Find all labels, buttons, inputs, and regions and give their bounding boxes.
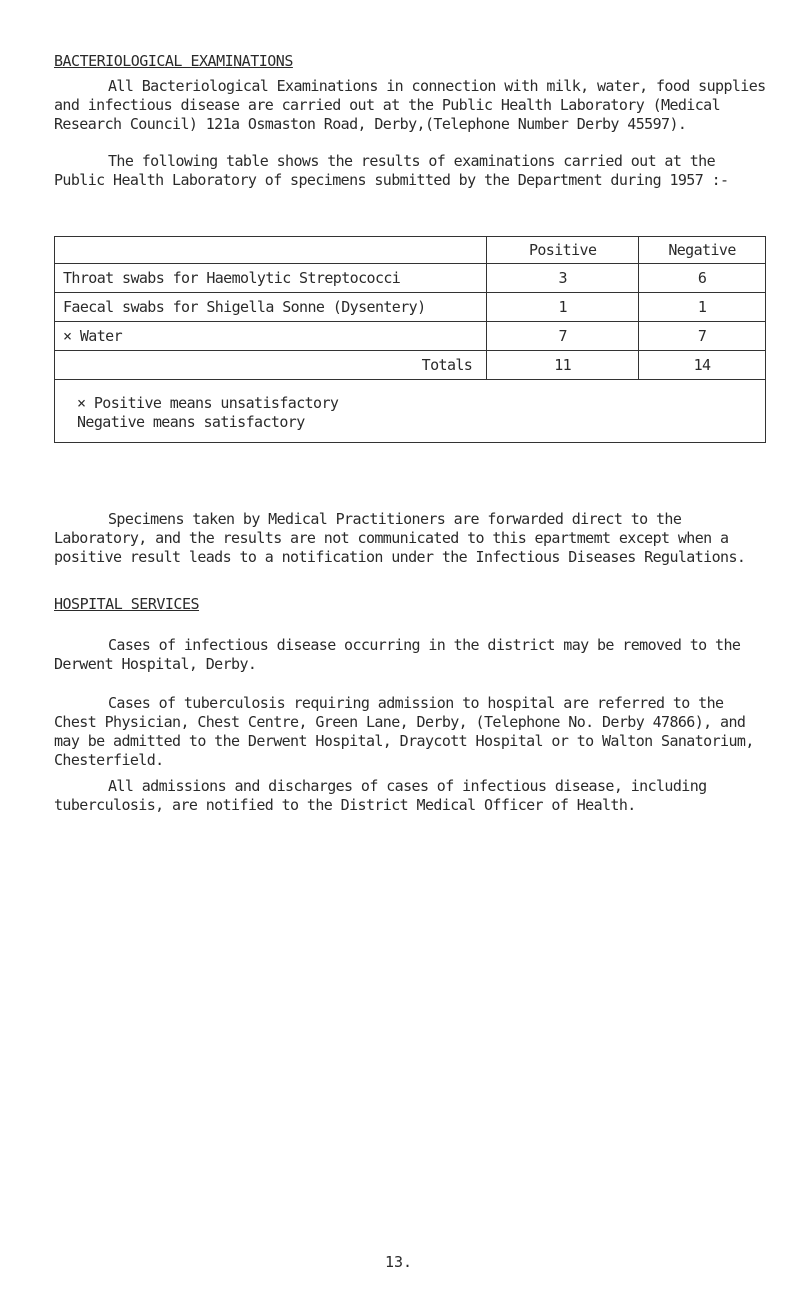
row-positive: 7 <box>487 322 639 351</box>
header-positive: Positive <box>487 237 639 264</box>
row-label: Throat swabs for Haemolytic Streptococci <box>55 264 487 293</box>
legend-row <box>55 380 766 443</box>
row-negative: 6 <box>639 264 766 293</box>
legend-positive-note: × Positive means unsatisfactory <box>77 394 339 412</box>
table-row <box>55 264 766 293</box>
row-negative: 1 <box>639 293 766 322</box>
row-positive: 3 <box>487 264 639 293</box>
legend-negative-note: Negative means satisfactory <box>77 413 305 431</box>
totals-row <box>55 351 766 380</box>
bacteriological-intro: All Bacteriological Examinations in connection with milk, water, food supplies and infectious disease are carried out at the Public Health Laboratory (Medical Research Council) 121a Osmaston Road, Derby,(Telephone Number Derby 45597). <box>54 77 766 133</box>
table-intro: The following table shows the results of examinations carried out at the Public Health Laboratory of specimens submitted by the Department during 1957 :- <box>54 152 729 189</box>
header-negative: Negative <box>639 237 766 264</box>
totals-negative: 14 <box>639 351 766 380</box>
hospital-para-3: All admissions and discharges of cases of infectious disease, including tuberculosis, are notified to the District Medical Officer of Health. <box>54 777 707 814</box>
specimens-paragraph: Specimens taken by Medical Practitioners are forwarded direct to the Laboratory, and the results are not communicated to this epartmemt except when a positive result leads to a notification under the Infectious Diseases Regulations. <box>54 510 746 566</box>
row-negative: 7 <box>639 322 766 351</box>
header-blank-cell <box>55 237 487 264</box>
results-table <box>54 236 766 443</box>
table-header-row <box>55 237 766 264</box>
table-row <box>55 322 766 351</box>
table-row <box>55 293 766 322</box>
totals-positive: 11 <box>487 351 639 380</box>
bacteriological-heading: BACTERIOLOGICAL EXAMINATIONS <box>54 52 293 70</box>
row-positive: 1 <box>487 293 639 322</box>
page-number: 13. <box>385 1253 413 1271</box>
totals-label: Totals <box>55 351 487 380</box>
hospital-para-1: Cases of infectious disease occurring in the district may be removed to the Derwent Hospital, Derby. <box>54 636 741 673</box>
row-label: × Water <box>55 322 487 351</box>
legend-cell <box>55 380 766 443</box>
hospital-para-2: Cases of tuberculosis requiring admission to hospital are referred to the Chest Physician, Chest Centre, Green Lane, Derby, (Telephone No. Derby 47866), and may be admitted to the Derwent Hospital, Draycott Hospital or to Walton Sanatorium, Chesterfield. <box>54 694 754 769</box>
hospital-heading: HOSPITAL SERVICES <box>54 595 200 613</box>
row-label: Faecal swabs for Shigella Sonne (Dysentery) <box>55 293 487 322</box>
